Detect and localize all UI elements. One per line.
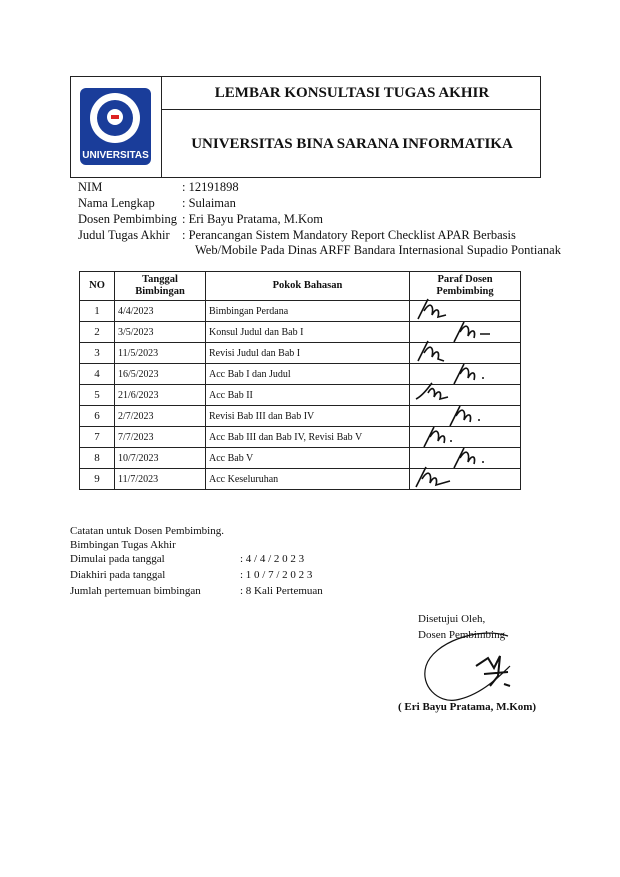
header-topic: Pokok Bahasan xyxy=(206,272,410,301)
start-date-value: : 4 / 4 / 2 0 2 3 xyxy=(240,553,305,565)
row-number: 2 xyxy=(80,322,115,343)
approval-line2: Dosen Pembimbing xyxy=(418,629,506,641)
signature-mark xyxy=(410,463,520,493)
university-name: UNIVERSITAS BINA SARANA INFORMATIKA xyxy=(191,136,513,152)
row-date: 7/7/2023 xyxy=(115,427,206,448)
row-date: 3/5/2023 xyxy=(115,322,206,343)
row-date: 10/7/2023 xyxy=(115,448,206,469)
row-date: 2/7/2023 xyxy=(115,406,206,427)
name-label: Nama Lengkap xyxy=(78,196,155,210)
row-topic: Bimbingan Perdana xyxy=(206,301,410,322)
row-number: 9 xyxy=(80,469,115,490)
start-date-label: Dimulai pada tanggal xyxy=(70,553,165,565)
advisor-label: Dosen Pembimbing xyxy=(78,212,177,226)
approval-line1: Disetujui Oleh, xyxy=(418,613,486,625)
nim-value: : 12191898 xyxy=(182,180,239,194)
meeting-count-label: Jumlah pertemuan bimbingan xyxy=(70,585,201,597)
row-topic: Konsul Judul dan Bab I xyxy=(206,322,410,343)
notes-subtitle: Bimbingan Tugas Akhir xyxy=(70,539,176,551)
advisor-value: : Eri Bayu Pratama, M.Kom xyxy=(182,212,323,226)
table-row xyxy=(80,469,521,490)
meeting-count-value: : 8 Kali Pertemuan xyxy=(240,585,323,597)
row-topic: Acc Bab II xyxy=(206,385,410,406)
consultation-table xyxy=(79,271,521,490)
row-topic: Acc Bab V xyxy=(206,448,410,469)
logo-text: UNIVERSITAS xyxy=(82,150,149,161)
header-signature: Paraf Dosen Pembimbing xyxy=(410,272,521,301)
row-date: 11/7/2023 xyxy=(115,469,206,490)
thesis-title-line1: : Perancangan Sistem Mandatory Report Checklist APAR Berbasis xyxy=(182,228,516,242)
row-number: 8 xyxy=(80,448,115,469)
row-number: 5 xyxy=(80,385,115,406)
row-date: 11/5/2023 xyxy=(115,343,206,364)
header-no: NO xyxy=(80,272,115,301)
row-date: 4/4/2023 xyxy=(115,301,206,322)
row-number: 7 xyxy=(80,427,115,448)
end-date-value: : 1 0 / 7 / 2 0 2 3 xyxy=(240,569,313,581)
advisor-signature xyxy=(418,628,528,708)
thesis-label: Judul Tugas Akhir xyxy=(78,228,170,242)
header-date: Tanggal Bimbingan xyxy=(115,272,206,301)
notes-title: Catatan untuk Dosen Pembimbing. xyxy=(70,525,224,537)
logo-ring xyxy=(90,93,140,143)
row-topic: Revisi Bab III dan Bab IV xyxy=(206,406,410,427)
advisor-name: ( Eri Bayu Pratama, M.Kom) xyxy=(398,701,537,713)
row-topic: Acc Keseluruhan xyxy=(206,469,410,490)
row-number: 4 xyxy=(80,364,115,385)
header-divider xyxy=(161,109,540,110)
row-number: 3 xyxy=(80,343,115,364)
nim-label: NIM xyxy=(78,180,103,194)
row-number: 6 xyxy=(80,406,115,427)
row-date: 16/5/2023 xyxy=(115,364,206,385)
university-logo xyxy=(80,88,151,165)
table-body xyxy=(80,301,521,490)
document-header xyxy=(70,76,541,178)
name-value: : Sulaiman xyxy=(182,196,236,210)
row-topic: Revisi Judul dan Bab I xyxy=(206,343,410,364)
document-title: LEMBAR KONSULTASI TUGAS AKHIR xyxy=(214,85,490,101)
row-signature xyxy=(410,469,521,490)
row-topic: Acc Bab III dan Bab IV, Revisi Bab V xyxy=(206,427,410,448)
thesis-title-line2: Web/Mobile Pada Dinas ARFF Bandara Internasional Supadio Pontianak xyxy=(195,243,561,257)
row-date: 21/6/2023 xyxy=(115,385,206,406)
row-topic: Acc Bab I dan Judul xyxy=(206,364,410,385)
row-number: 1 xyxy=(80,301,115,322)
end-date-label: Diakhiri pada tanggal xyxy=(70,569,166,581)
